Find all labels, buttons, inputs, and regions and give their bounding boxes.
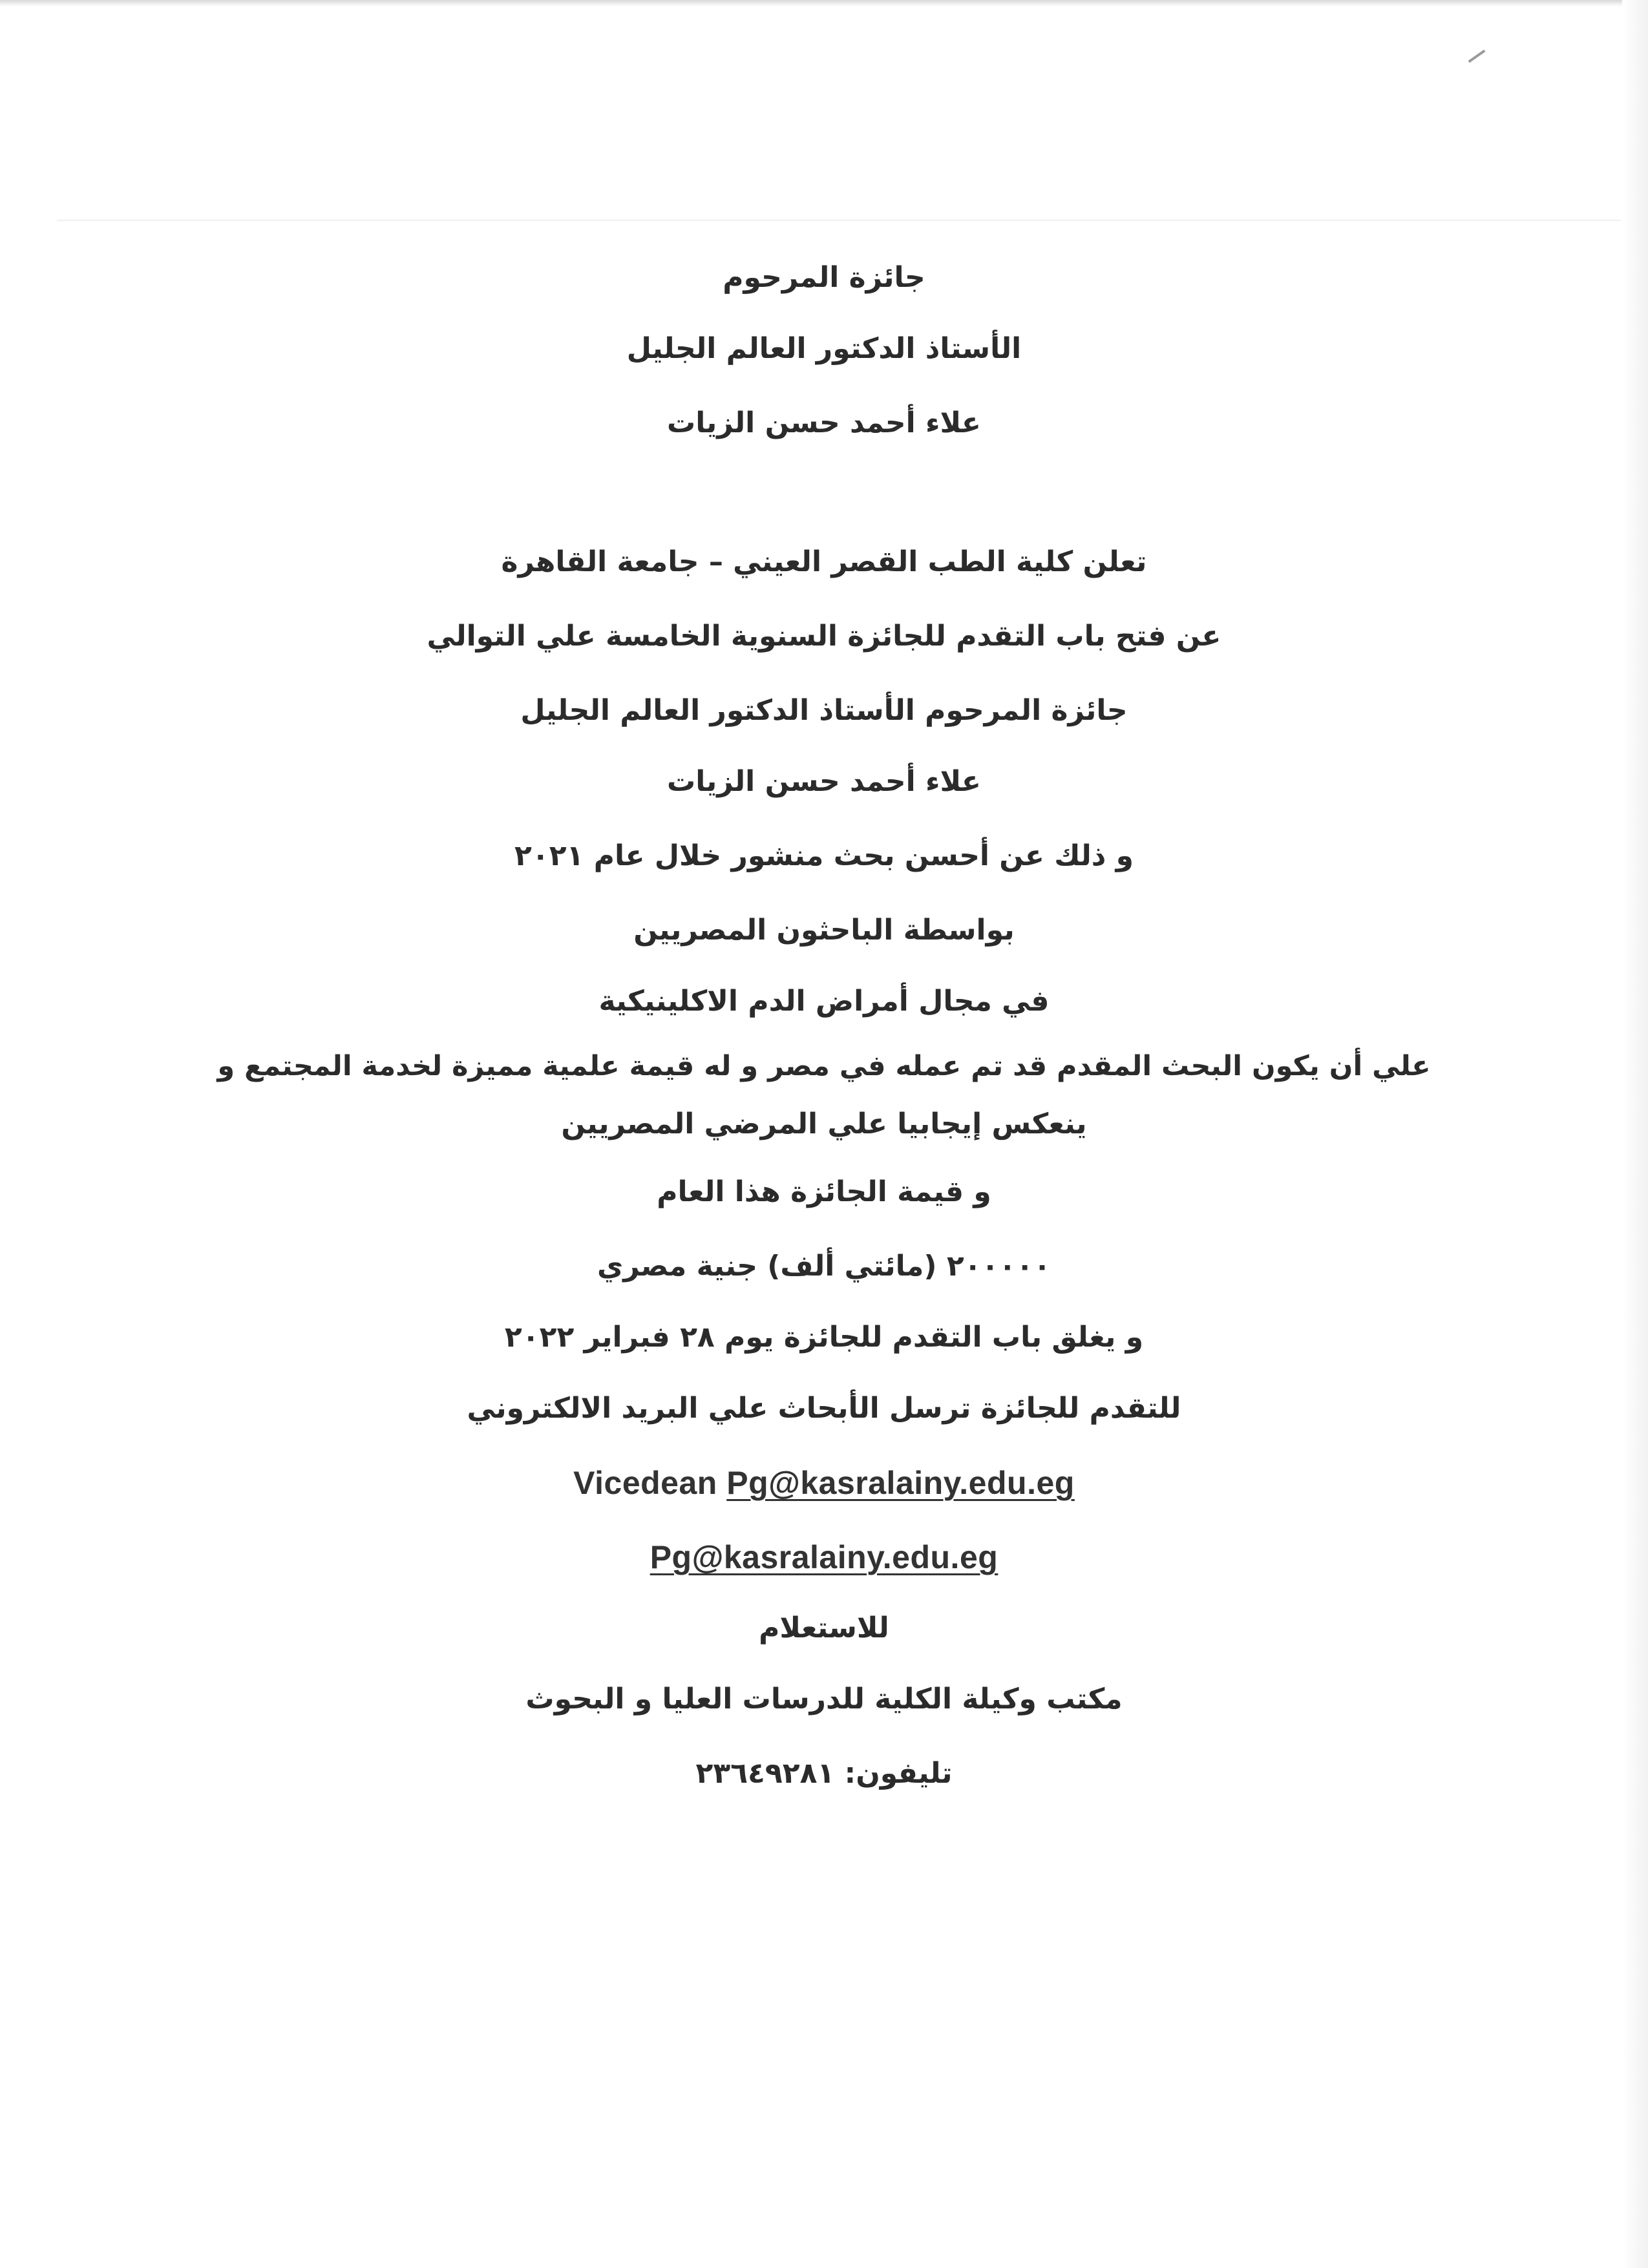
- body-line-10: و قيمة الجائزة هذا العام: [657, 1175, 991, 1208]
- title-line-3: علاء أحمد حسن الزيات: [667, 406, 981, 439]
- body-line-3: جائزة المرحوم الأستاذ الدكتور العالم الجليل: [520, 694, 1128, 727]
- email-line-1: [0, 1464, 1648, 1502]
- phone-line: تليفون: ٢٣٦٤٩٢٨١: [695, 1757, 953, 1790]
- body-line-7: في مجال أمراض الدم الاكلينيكية: [598, 985, 1050, 1018]
- body-line-9: ينعكس إيجابيا علي المرضي المصريين: [561, 1108, 1087, 1140]
- deadline-line: و يغلق باب التقدم للجائزة يوم ٢٨ فبراير ٢٠٢٢: [504, 1321, 1144, 1354]
- body-line-2: عن فتح باب التقدم للجائزة السنوية الخامسة علي التوالي: [427, 620, 1221, 653]
- vicedean-email-link[interactable]: Pg@kasralainy.edu.eg: [726, 1465, 1075, 1501]
- body-line-8: علي أن يكون البحث المقدم قد تم عمله في مصر و له قيمة علمية مميزة لخدمة المجتمع و: [217, 1050, 1431, 1082]
- email-prefix: Vicedean: [573, 1465, 727, 1501]
- inquiry-label: للاستعلام: [759, 1612, 889, 1644]
- title-line-2: الأستاذ الدكتور العالم الجليل: [626, 332, 1022, 365]
- body-line-4: علاء أحمد حسن الزيات: [667, 765, 981, 798]
- body-line-6: بواسطة الباحثون المصريين: [633, 914, 1015, 947]
- pg-email-link[interactable]: Pg@kasralainy.edu.eg: [650, 1539, 998, 1575]
- prize-amount-line: ٢٠٠٠٠٠ (مائتي ألف) جنية مصري: [597, 1250, 1051, 1283]
- body-line-5: و ذلك عن أحسن بحث منشور خلال عام ٢٠٢١: [514, 839, 1134, 872]
- body-line-1: تعلن كلية الطب القصر العيني – جامعة القاهرة: [501, 545, 1147, 578]
- title-line-1: جائزة المرحوم: [723, 261, 925, 294]
- submission-instruction-line: للتقدم للجائزة ترسل الأبحاث علي البريد الالكتروني: [467, 1392, 1181, 1425]
- office-line: مكتب وكيلة الكلية للدرسات العليا و البحوث: [525, 1683, 1123, 1716]
- email-line-2: [0, 1538, 1648, 1577]
